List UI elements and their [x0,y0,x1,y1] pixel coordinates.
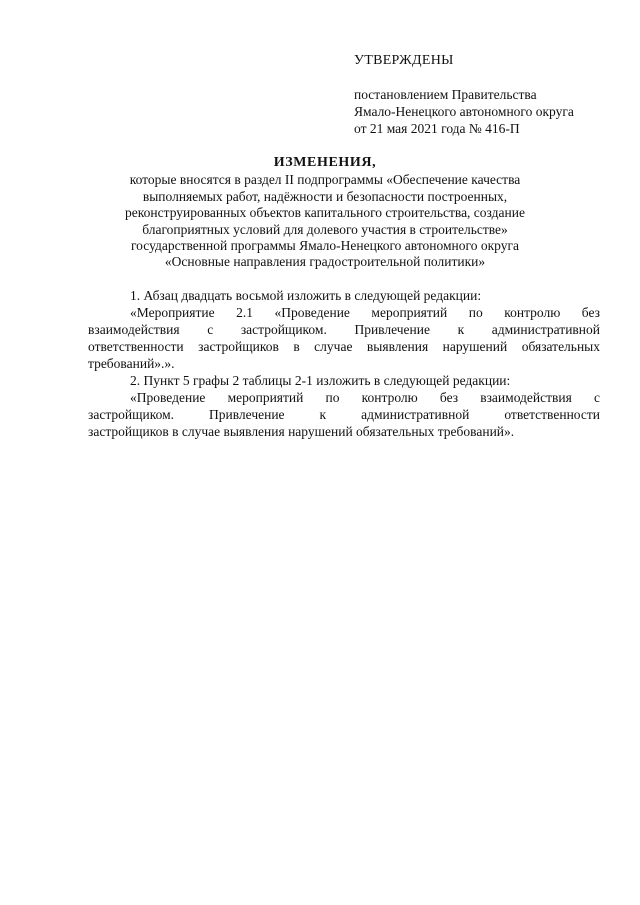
item-1-intro: 1. Абзац двадцать восьмой изложить в следующей редакции: [130,288,482,303]
heading-line: благоприятных условий для долевого участия в строительстве» [142,221,508,237]
quote-line: застройщиком. Привлечение к административной ответственности [88,407,600,422]
heading-line: которые вносятся в раздел II подпрограммы «Обеспечение качества [129,172,521,188]
quote-line: ответственности застройщиков в случае выявления нарушений обязательных [88,339,600,354]
quote-line: «Проведение мероприятий по контролю без взаимодействия с [130,390,600,405]
item-2-quote [88,389,600,440]
heading-line: государственной программы Ямало-Ненецкого автономного округа [130,238,520,254]
approval-line-decree: постановлением Правительства [354,87,537,102]
approval-line-region: Ямало-Ненецкого автономного округа [354,104,574,119]
quote-line: застройщиков в случае выявления нарушений обязательных требований». [88,424,515,439]
document-body [88,287,600,440]
heading-line: реконструированных объектов капитального строительства, создание [125,205,525,221]
heading-line: выполняемых работ, надёжности и безопасности построенных, [142,188,508,204]
item-1-quote [88,304,600,372]
quote-line: «Мероприятие 2.1 «Проведение мероприятий по контролю без [130,305,600,320]
approval-title: УТВЕРЖДЕНЫ [354,53,454,68]
quote-line: требований».». [88,356,175,371]
approval-line-date: от 21 мая 2021 года № 416-П [354,121,520,136]
quote-line: взаимодействия с застройщиком. Привлечение к административной [88,322,600,337]
document-heading [80,155,570,271]
item-2-intro: 2. Пункт 5 графы 2 таблицы 2-1 изложить в следующей редакции: [130,373,511,388]
approval-block [354,52,614,137]
document-title: ИЗМЕНЕНИЯ, [273,155,377,170]
heading-line: «Основные направления градостроительной политики» [164,254,486,270]
